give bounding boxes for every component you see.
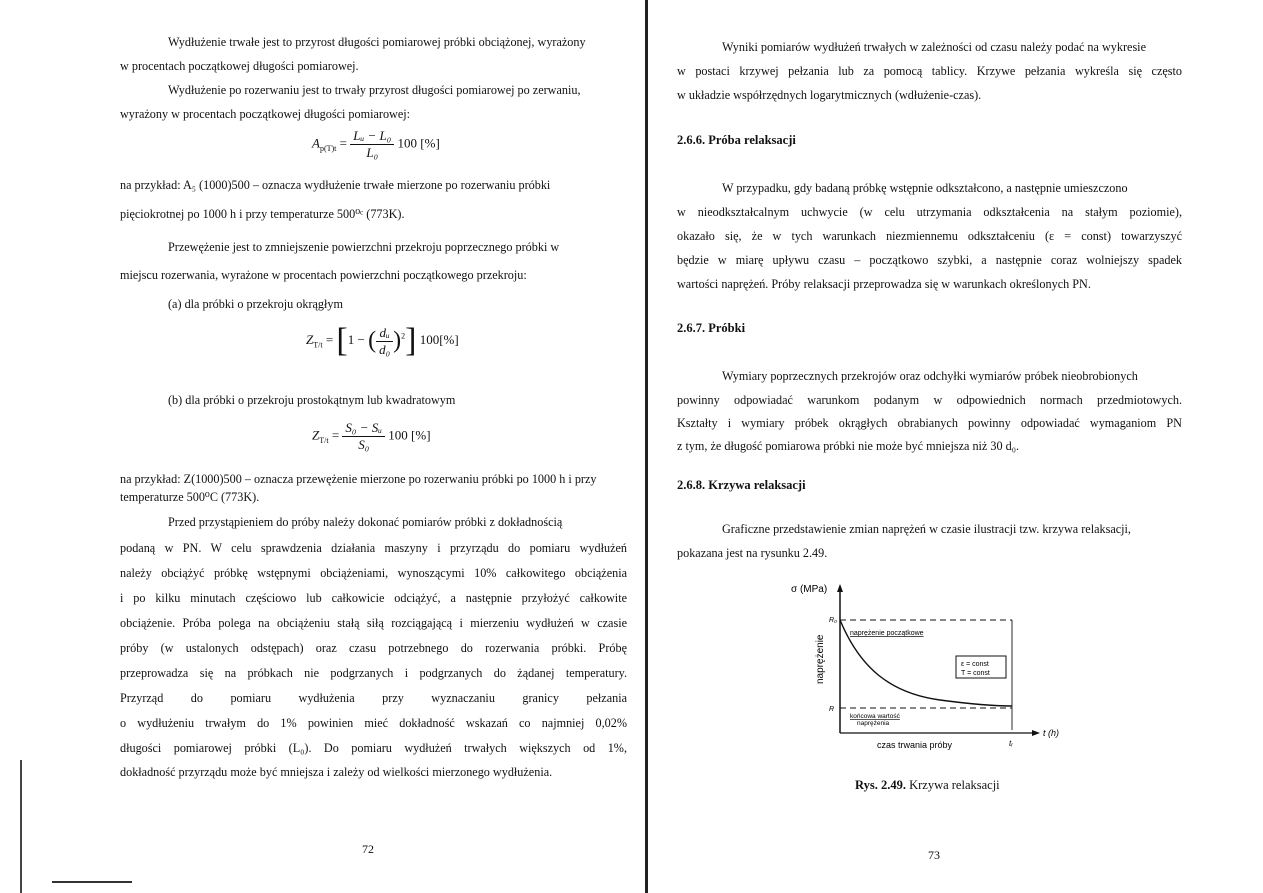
text-line: Przyrząd do pomiaru wydłużenia przy wyznaczaniu granicy pełzania: [120, 691, 627, 705]
text-line: Wydłużenie trwałe jest to przyrost długości pomiarowej próbki obciążonej, wyrażony: [168, 35, 586, 49]
t-end-label: tᵣ: [1009, 739, 1013, 748]
relaxation-curve-figure: [780, 578, 1100, 758]
page-number: 72: [362, 842, 374, 856]
r0-label: R₀: [829, 617, 838, 624]
formula-fraction: [342, 420, 385, 453]
formula-fraction: [376, 325, 393, 358]
text-line: temperaturze 500⁰C (773K).: [120, 490, 260, 504]
formula-tail: 100[%]: [419, 331, 459, 347]
text-line: w procentach początkowej długości pomiarowej.: [120, 59, 359, 73]
text-line: pokazana jest na rysunku 2.49.: [677, 546, 828, 560]
figure-caption: [855, 778, 1000, 793]
text-line: okazało się, że w tych warunkach niezmiennemu odkształceniu (ε = const) towarzyszyć: [677, 229, 1182, 243]
formula-fraction: [350, 128, 394, 161]
formula-numerator: Lᵤ − L₀: [350, 128, 394, 145]
formula-eq: =: [325, 331, 334, 347]
text-line: Wymiary poprzecznych przekrojów oraz odchyłki wymiarów próbek nieobrobionych: [722, 369, 1138, 383]
y-axis-label: σ (MPa): [791, 584, 828, 595]
text-line: Graficzne przedstawienie zmian naprężeń w czasie ilustracji tzw. krzywa relaksacji,: [722, 522, 1131, 536]
text-line: Wydłużenie po rozerwaniu jest to trwały przyrost długości pomiarowej po zerwaniu,: [168, 83, 581, 97]
formula-denominator: d₀: [379, 341, 391, 357]
formula-open: 1 −: [347, 331, 365, 347]
formula-power: 2: [401, 331, 406, 341]
formula-lhs-sub: T/t: [319, 436, 329, 446]
text-line: będzie w miarę upływu czasu – początkowo szybki, a następnie coraz wolniejszy spadek: [677, 253, 1182, 267]
text-line: w postaci krzywej pełzania lub za pomocą tablicy. Krzywe pełzania wykreśla się często: [677, 64, 1182, 78]
page-number: 73: [928, 848, 940, 862]
section-heading: 2.6.6. Próba relaksacji: [677, 133, 796, 147]
text-line: Przewężenie jest to zmniejszenie powierzchni przekroju poprzecznego próbki w: [168, 240, 560, 254]
formula-numerator: S₀ − Sᵤ: [342, 420, 385, 437]
formula-numerator: dᵤ: [376, 325, 393, 342]
section-heading: 2.6.8. Krzywa relaksacji: [677, 478, 806, 492]
initial-stress-label: naprężenie początkowe: [850, 630, 924, 637]
text-line: w układzie współrzędnych logarytmicznych (wdłużenie-czas).: [677, 88, 982, 102]
formula-necking-rect: $Z_{T/t}$ = $\frac{\text{S₀ − Sᵤ}}{\text{S₀}}$ 100 [%]: [312, 420, 431, 452]
y-side-label: naprężenie: [815, 634, 826, 684]
text-line: W przypadku, gdy badaną próbkę wstępnie odkształcono, a następnie umieszczono: [722, 181, 1128, 195]
text-line: Wyniki pomiarów wydłużeń trwałych w zależności od czasu należy podać na wykresie: [722, 40, 1146, 54]
formula-lhs-sub: T/t: [313, 340, 323, 350]
text-line: (a) dla próbki o przekroju okrągłym: [168, 297, 343, 311]
book-spine: [645, 0, 648, 893]
text-line: o wydłużeniu trwałym do 1% powinien mieć dokładność wskazań co najmniej 0,02%: [120, 716, 627, 730]
text-line: Kształty i wymiary próbek okrągłych obrabianych powinny odpowiadać wymaganiom PN: [677, 416, 1182, 430]
right-page: [650, 0, 1263, 893]
formula-lhs-sub: p(T)t: [319, 144, 337, 154]
text-line: pięciokrotnej po 1000 h i przy temperaturze 500⁰ᶜ (773K).: [120, 207, 405, 221]
formula-tail: 100 [%]: [388, 427, 431, 443]
caption-text: Krzywa relaksacji: [909, 778, 1000, 792]
text-line: należy obciążyć próbkę wstępnymi obciążeniami, wynoszącymi 10% całkowitego obciążenia: [120, 566, 627, 580]
formula-lhs: A: [312, 135, 320, 151]
section-heading: 2.6.7. Próbki: [677, 321, 746, 335]
formula-necking-round: $Z_{T/t} = [1$ − ( $\frac{\text{dᵤ}}{\text{d₀}}$ )$^2$] 100[%]: [306, 322, 459, 359]
text-line: (b) dla próbki o przekroju prostokątnym lub kwadratowym: [168, 393, 456, 407]
text-line: Przed przystąpieniem do próby należy dokonać pomiarów próbki z dokładnością: [168, 515, 563, 529]
formula-denominator: L₀: [366, 145, 379, 160]
text-line: dokładność przyrządu może być mniejsza i zależy od wielkości mierzonego wydłużenia.: [120, 765, 553, 779]
x-axis-label: t (h): [1043, 728, 1060, 738]
formula-lhs: Z: [312, 427, 320, 443]
y-axis-arrow: [837, 584, 843, 592]
text-line: z tym, że długość pomiarowa próbki nie może być mniejsza niż 30 d₀.: [677, 439, 1020, 453]
text-line: próby (w ustalonych odstępach) oraz czasu potrzebnego do rozerwania próbki. Próbę: [120, 641, 627, 655]
text-line: wartości naprężeń. Próby relaksacji przeprowadza się w warunkach określonych PN.: [677, 277, 1091, 291]
text-line: na przykład: A₅ (1000)500 – oznacza wydłużenie trwałe mierzone po rozerwaniu próbki: [120, 178, 551, 192]
formula-denominator: S₀: [358, 437, 370, 452]
formula-lhs: Z: [306, 331, 314, 347]
text-line: powinny odpowiadać warunkom podanym w odpowiednich normach przedmiotowych.: [677, 393, 1182, 407]
formula-elongation: $A_{p(T)t}$ = $\frac{\text{Lᵤ − L₀}}{\text{L₀}}$ 100 [%]: [312, 128, 440, 160]
text-line: miejscu rozerwania, wyrażone w procentach powierzchni początkowego przekroju:: [120, 268, 527, 282]
duration-label: czas trwania próby: [877, 740, 953, 750]
text-line: obciążenie. Próba polega na obciążeniu stałą siłą rozciągającą i mierzeniu wydłużeń w czasie: [120, 616, 627, 630]
conditions-line: ε = const: [961, 661, 989, 668]
final-stress-label: końcowa wartość: [850, 713, 900, 720]
text-line: na przykład: Z(1000)500 – oznacza przewężenie mierzone po rozerwaniu próbki po 1000 h i przy: [120, 472, 597, 486]
text-line: przeprowadza się na próbkach nie podgrzanych i podgrzanych do żądanej temperatury.: [120, 666, 627, 680]
text-line: w nieodkształcalnym uchwycie (w celu utrzymania odkształcenia na stałym poziomie),: [677, 205, 1182, 219]
text-line: podaną w PN. W celu sprawdzenia działania maszyny i przyrządu do pomiaru wydłużeń: [120, 541, 627, 555]
conditions-line: T = const: [961, 670, 990, 677]
r-label: R: [829, 706, 835, 713]
text-line: wyrażony w procentach początkowej długości pomiarowej:: [120, 107, 411, 121]
caption-number: Rys. 2.49.: [855, 778, 906, 792]
text-line: i po kilku minutach częściowo lub całkowicie odciążyć, a następnie przyłożyć całkowite: [120, 591, 627, 605]
formula-tail: 100 [%]: [397, 135, 440, 151]
x-axis-arrow: [1032, 730, 1040, 736]
final-stress-label: naprężenia: [857, 720, 890, 727]
text-line: długości pomiarowej próbki (L₀). Do pomiaru wydłużeń trwałych większych od 1%,: [120, 741, 627, 755]
